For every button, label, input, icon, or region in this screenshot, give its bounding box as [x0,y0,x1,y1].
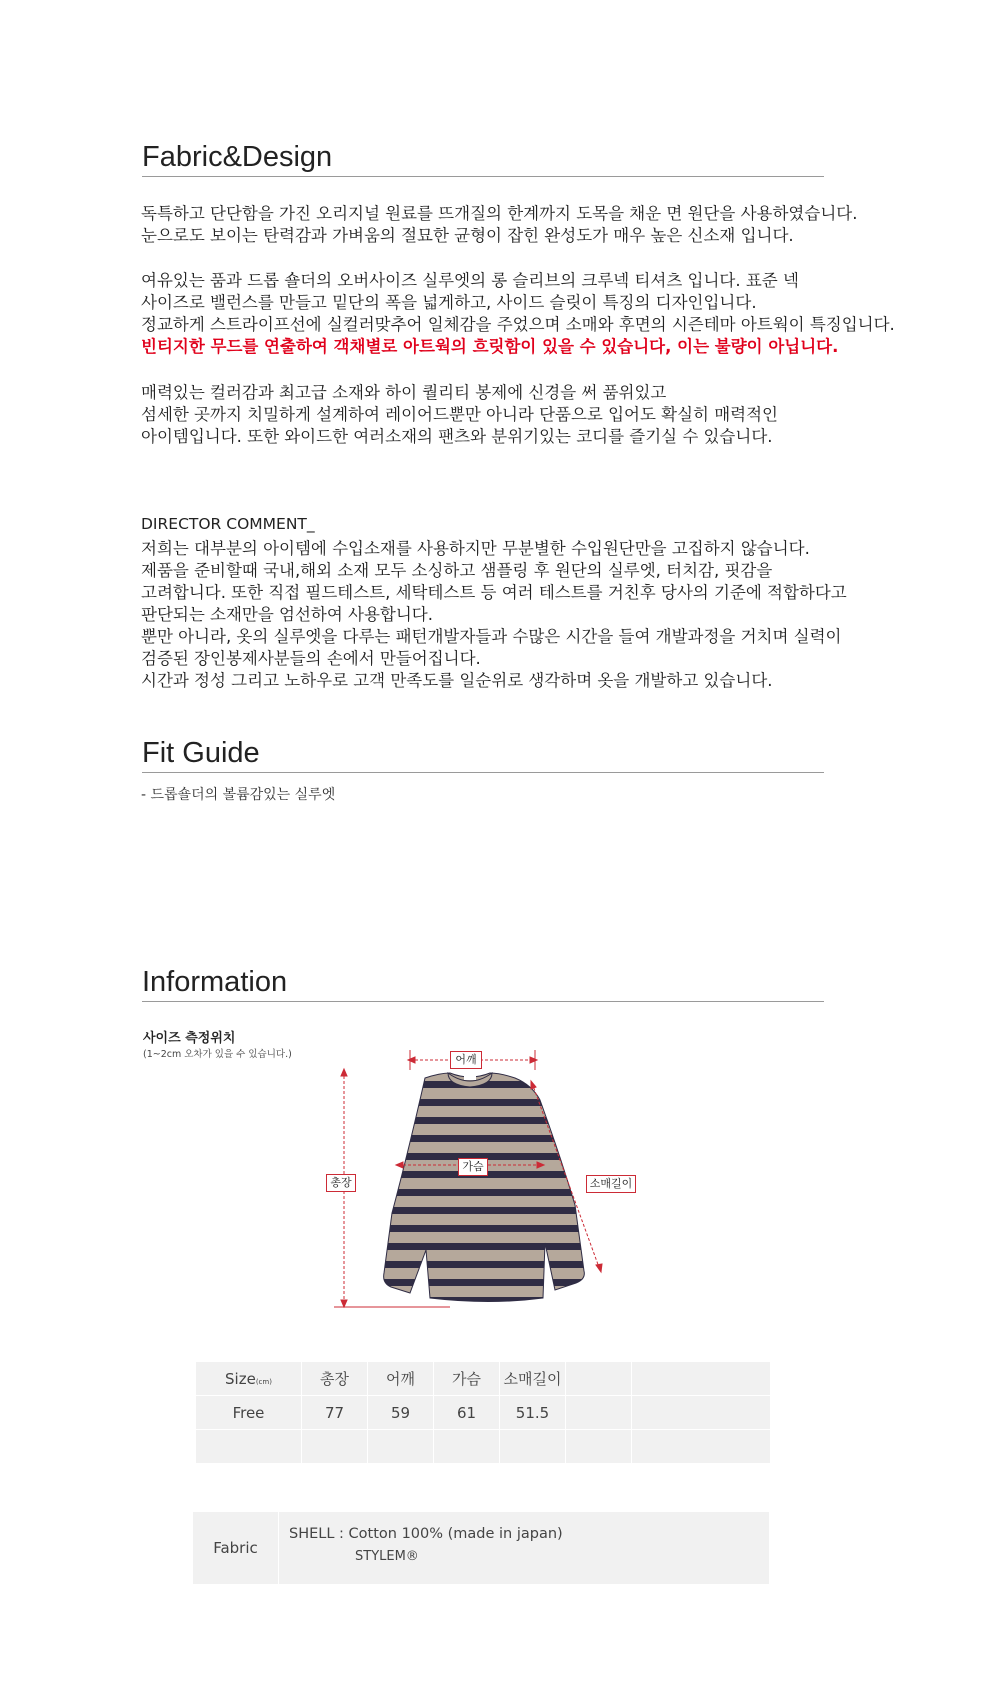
text-line: 여유있는 품과 드롭 숄더의 오버사이즈 실루엣의 롱 슬리브의 크루넥 티셔츠 입니다. 표준 넥 [141,271,799,290]
empty-cell [434,1430,500,1464]
text-line: 검증된 장인봉제사분들의 손에서 만들어집니다. [141,649,481,668]
empty-cell [302,1430,368,1464]
header-cell [632,1362,771,1396]
empty-cell [500,1430,566,1464]
text-line: 판단되는 소재만을 엄선하여 사용합니다. [141,605,433,624]
text-line: 독특하고 단단함을 가진 오리지널 원료를 뜨개질의 한계까지 도목을 채운 면 원단을 사용하였습니다. [141,204,858,223]
sleeve-label: 소매길이 [586,1175,636,1193]
header-cell: 총장 [302,1362,368,1396]
chest-label: 가슴 [458,1158,488,1176]
fabric-paragraph-3 [141,382,778,448]
value-cell [632,1396,771,1430]
information-title: Information [142,965,824,1002]
empty-cell [196,1430,302,1464]
fabric-label: Fabric [193,1512,279,1584]
director-heading: DIRECTOR COMMENT_ [141,515,315,533]
value-cell: 77 [302,1396,368,1430]
header-cell: 어깨 [368,1362,434,1396]
empty-cell [368,1430,434,1464]
size-unit: (cm) [255,1377,272,1386]
table-row-empty [196,1430,771,1464]
text-line: 매력있는 컬러감과 최고급 소재와 하이 퀄리티 봉제에 신경을 써 품위있고 [141,383,667,402]
text-line: 아이템입니다. 또한 와이드한 여러소재의 팬츠와 분위기있는 코디를 즐기실 수 있습니다. [141,427,773,446]
value-cell: 61 [434,1396,500,1430]
shirt-icon [384,1073,585,1302]
measure-title: 사이즈 측정위치 [143,1031,236,1046]
fabric-paragraph-2 [141,270,895,358]
text-line: 정교하게 스트라이프선에 실컬러맞추어 일체감을 주었으며 소매와 후면의 시즌테마 아트웍이 특징입니다. [141,315,895,334]
size-cell: Free [196,1396,302,1430]
text-line: 뿐만 아니라, 옷의 실루엣을 다루는 패턴개발자들과 수많은 시간을 들여 개발과정을 거치며 실력이 [141,627,842,646]
fabric-paragraph-1 [141,203,857,247]
empty-cell [566,1430,632,1464]
text-line: 섬세한 곳까지 치밀하게 설계하여 레이어드뿐만 아니라 단품으로 입어도 확실히 매력적인 [141,405,778,424]
notice-text: 빈티지한 무드를 연출하여 객채별로 아트웍의 흐릿함이 있을 수 있습니다, 이는 불량이 아닙니다. [141,337,839,356]
text-line: 저희는 대부분의 아이템에 수입소재를 사용하지만 무분별한 수입원단만을 고집하지 않습니다. [141,539,810,558]
empty-cell [632,1430,771,1464]
text-line: 제품을 준비할때 국내,해외 소재 모두 소싱하고 샘플링 후 원단의 실루엣, 터치감, 핏감을 [141,561,773,580]
fit-guide-title: Fit Guide [142,736,824,773]
fabric-info-box [193,1512,769,1584]
header-cell: 소매길이 [500,1362,566,1396]
text-line: 사이즈로 밸런스를 만들고 밑단의 폭을 넓게하고, 사이드 슬릿이 특징의 디자인입니다. [141,293,757,312]
director-comment [141,538,847,692]
size-header: Size [225,1369,256,1388]
value-cell [566,1396,632,1430]
text-line: 시간과 정성 그리고 노하우로 고객 만족도를 일순위로 생각하며 옷을 개발하고 있습니다. [141,671,773,690]
fabric-shell: SHELL : Cotton 100% (made in japan) [289,1526,563,1542]
fabric-design-title: Fabric&Design [142,140,824,177]
value-cell: 51.5 [500,1396,566,1430]
text-line: 고려합니다. 또한 직접 필드테스트, 세탁테스트 등 여러 테스트를 거친후 당사의 기준에 적합하다고 [141,583,847,602]
size-table [196,1362,771,1464]
header-cell: 가슴 [434,1362,500,1396]
text-line: 눈으로도 보이는 탄력감과 가벼움의 절묘한 균형이 잡힌 완성도가 매우 높은 신소재 입니다. [141,226,794,245]
value-cell: 59 [368,1396,434,1430]
fabric-brand: STYLEM® [355,1549,419,1564]
table-header-row [196,1362,771,1396]
size-header-cell [196,1362,302,1396]
fit-guide-text: - 드롭숄더의 볼륨감있는 실루엣 [141,787,336,803]
shoulder-label: 어깨 [450,1051,482,1069]
table-row [196,1396,771,1430]
measure-note: (1~2cm 오차가 있을 수 있습니다.) [143,1049,292,1060]
length-label: 총장 [326,1174,356,1192]
header-cell [566,1362,632,1396]
